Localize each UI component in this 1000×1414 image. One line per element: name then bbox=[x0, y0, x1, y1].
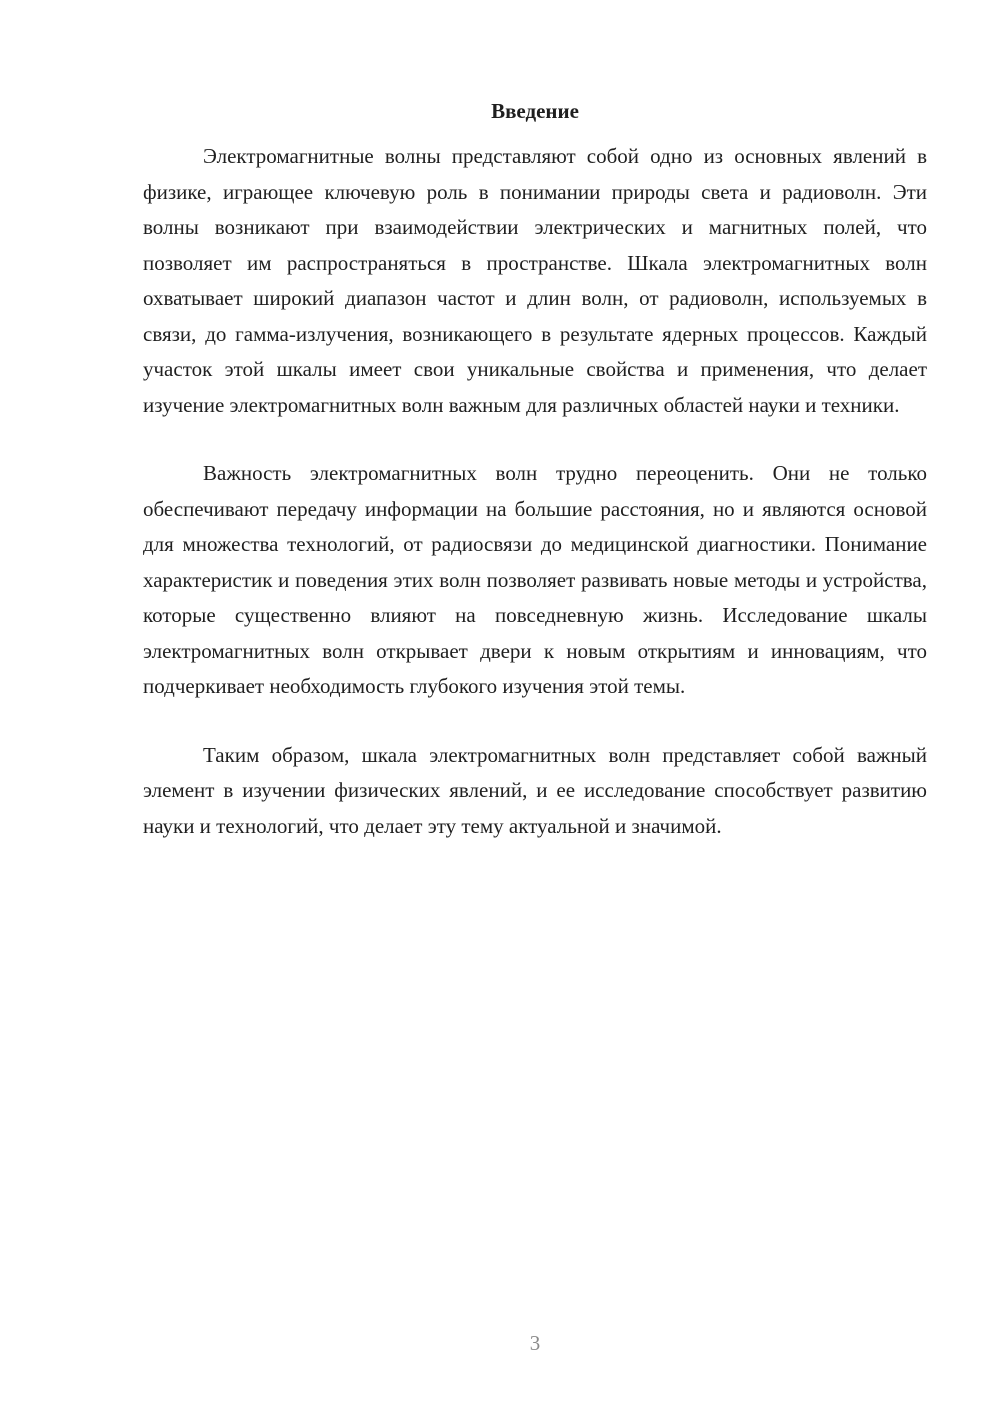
section-title: Введение bbox=[491, 99, 579, 123]
text-body bbox=[143, 96, 927, 877]
page-number: 3 bbox=[529, 1331, 541, 1355]
paragraph-3: Таким образом, шкала электромагнитных волн представляет собой важный элемент в изучении физических явлений, и ее исследование способствует развитию науки и технологий, что делает эту тему актуальной и значимой. bbox=[143, 742, 927, 838]
paragraph-2: Важность электромагнитных волн трудно переоценить. Они не только обеспечивают передачу информации на большие расстояния, но и являются основой для множества технологий, от радиосвязи до медицинской диагностики. Понимание характеристик и поведения этих волн позволяет развивать новые методы и устройства, которые существенно влияют на повседневную жизнь. Исследование шкалы электромагнитных волн открывает двери к новым открытиям и инновациям, что подчеркивает необходимость глубокого изучения этой темы. bbox=[143, 461, 927, 698]
paragraph-1: Электромагнитные волны представляют собой одно из основных явлений в физике, играющее ключевую роль в понимании природы света и радиоволн. Эти волны возникают при взаимодействии электрических и магнитных полей, что позволяет им распространяться в пространстве. Шкала электромагнитных волн охватывает широкий диапазон частот и длин волн, от радиоволн, используемых в связи, до гамма-излучения, возникающего в результате ядерных процессов. Каждый участок этой шкалы имеет свои уникальные свойства и применения, что делает изучение электромагнитных волн важным для различных областей науки и техники. bbox=[143, 144, 927, 417]
